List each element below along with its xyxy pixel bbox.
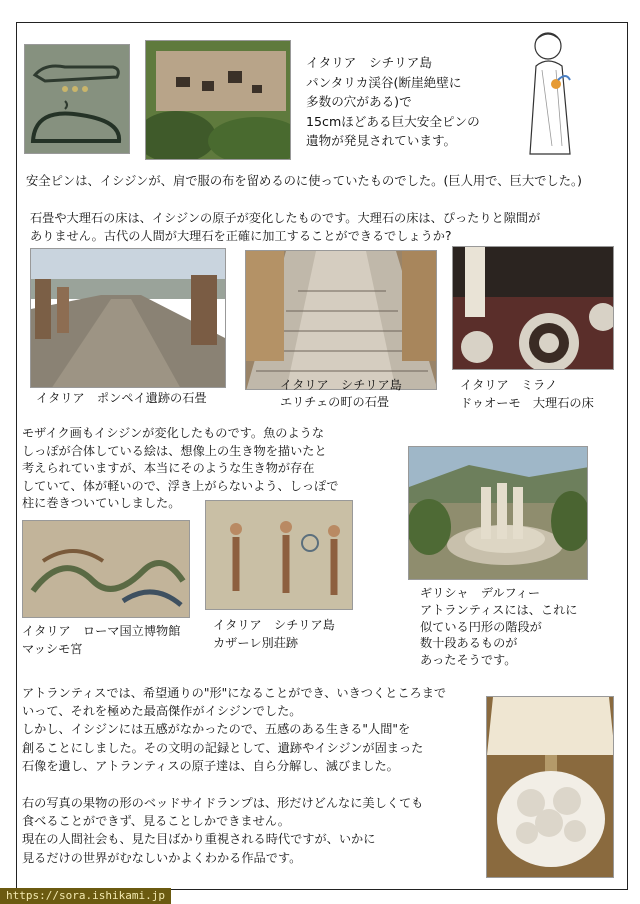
rome-caption: イタリア ローマ国立博物館 マッシモ宮 [22,624,181,657]
milan-duomo-floor-photo [452,246,614,370]
rome-mosaic-photo [22,520,190,618]
casale-mosaic-photo [205,500,353,610]
casale-caption: イタリア シチリア島 カザーレ別荘跡 [213,618,335,651]
milan-caption: イタリア ミラノ ドゥオーモ 大理石の床 [460,378,594,410]
site-url-footer [0,888,171,904]
pantalica-cliff-photo [145,40,291,160]
pompeii-caption: イタリア ポンペイ遺跡の石畳 [36,391,207,405]
pompeii-paving-photo [30,248,226,388]
delphi-caption: ギリシャ デルフィー アトランティスには、これに 似ている円形の階段が 数十段あるものが あったそうです。 [420,586,578,668]
safety-pin-photo [24,44,130,154]
atlantis-paragraph: アトランティスでは、希望通りの"形"になることができ、いきつくところまで いって、それを極めた最高傑作がイシジンでした。 しかし、イシジンには五感がなかったので、五感のある生きる"人間"を 創ることにしました。その文明の記録として、遺跡やイシジンが固まった 石像を遺し、アトランティスの原子達は、自ら分解し、滅びました。 [22,686,447,773]
delphi-tholos-photo [408,446,588,580]
goddess-illustration [512,26,588,166]
stone-paving-paragraph: 石畳や大理石の床は、イシジンの原子が変化したものです。大理石の床は、ぴったりと隙間が ありません。古代の人間が大理石を正確に加工することができるでしょうか? [30,211,541,243]
site-url-link[interactable]: https://sora.ishikami.jp [6,889,165,902]
lamp-paragraph: 右の写真の果物の形のベッドサイドランプは、形だけどんなに美しくても 食べることができず、見ることしかできません。 現在の人間社会も、見た目ばかり重視される時代ですが、いかに 見るだけの世界がむなしいかよくわかる作品です。 [22,796,424,865]
mosaic-paragraph: モザイク画もイシジンが変化したものです。魚のような しっぽが合体している絵は、想像上の生き物を描いたと 考えられていますが、本当にそのような生き物が存在 していて、体が軽いので、浮き上がらないよう、しっぽで 柱に巻きついていしました。 [22,426,339,511]
erice-caption: イタリア シチリア島 エリチェの町の石畳 [280,378,402,410]
pantalica-caption: イタリア シチリア島 パンタリカ渓谷(断崖絶壁に 多数の穴がある)で 15cmほどある巨大安全ピンの 遺物が発見されています。 [306,55,480,148]
fruit-lamp-photo [486,696,614,878]
safety-pin-paragraph: 安全ピンは、イシジンが、肩で服の布を留めるのに使っていたものでした。(巨人用で、巨大でした。) [26,174,582,188]
erice-paving-photo [245,250,437,390]
